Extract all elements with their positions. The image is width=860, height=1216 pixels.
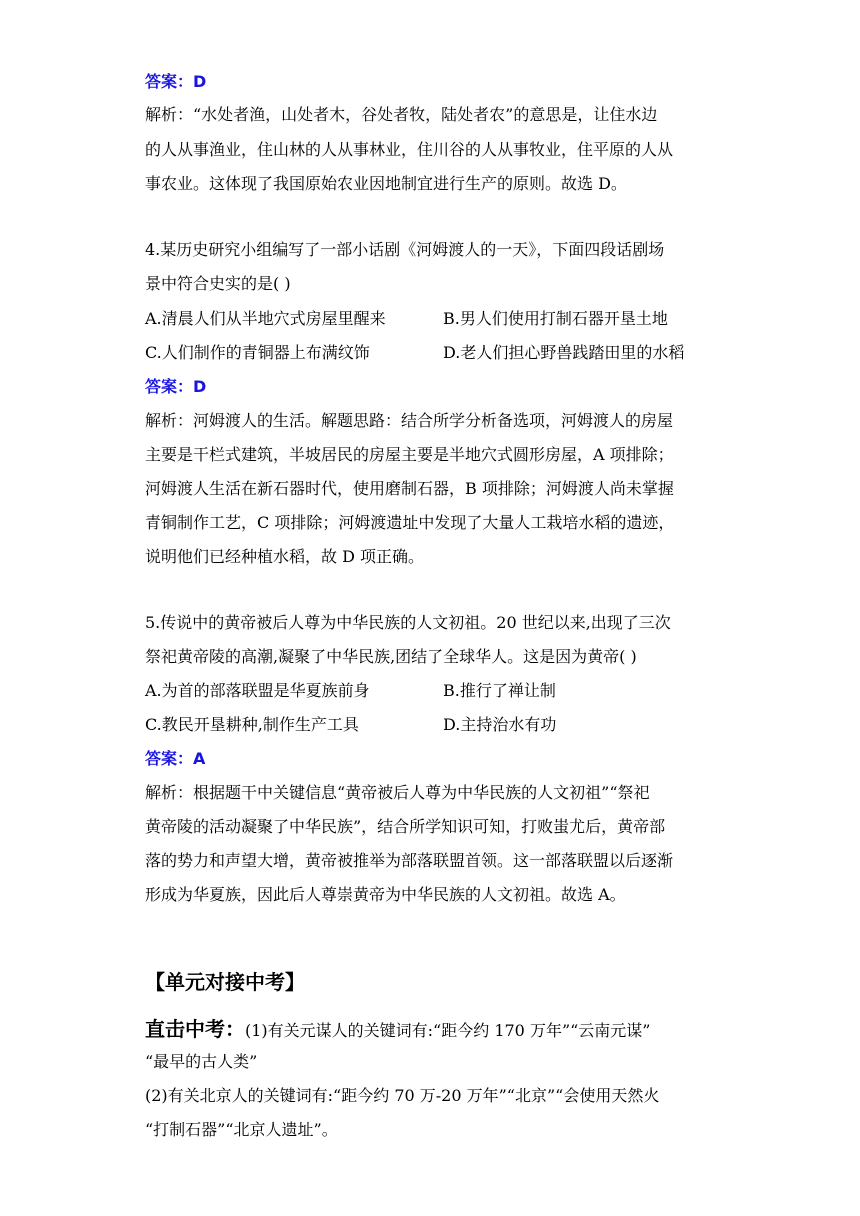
- q4-analysis-line: 青铜制作工艺，C 项排除；河姆渡遗址中发现了大量人工栽培水稻的遗迹，: [145, 513, 675, 532]
- q5-analysis-line: 落的势力和声望大增，黄帝被推举为部落联盟首领。这一部落联盟以后逐渐: [145, 851, 674, 870]
- zk-label: 直击中考：: [145, 1017, 245, 1041]
- q5-option-d: D.主持治水有功: [443, 715, 557, 734]
- q5-option-c: C.教民开垦耕种,制作生产工具: [145, 715, 359, 734]
- q4-option-b: B.男人们使用打制石器开垦土地: [443, 309, 668, 328]
- q4-stem-line: 4.某历史研究小组编写了一部小话剧《河姆渡人的一天》，下面四段话剧场: [145, 240, 665, 259]
- zk-line: “最早的古人类”: [145, 1052, 258, 1071]
- q4-option-a: A.清晨人们从半地穴式房屋里醒来: [145, 309, 386, 328]
- q5-option-a: A.为首的部落联盟是华夏族前身: [145, 681, 370, 700]
- zk-line: (1)有关元谋人的关键词有:“距今约 170 万年”“云南元谋”: [245, 1021, 651, 1040]
- q5-analysis-line: 解析：根据题干中关键信息“黄帝被后人尊为中华民族的人文初祖”“祭祀: [145, 783, 650, 802]
- q4-analysis-line: 河姆渡人生活在新石器时代，使用磨制石器，B 项排除；河姆渡人尚未掌握: [145, 479, 674, 498]
- zk-line: “打制石器”“北京人遗址”。: [145, 1120, 338, 1139]
- zk-first-line: [145, 1016, 651, 1044]
- q3-analysis-line: 的人从事渔业，住山林的人从事林业，住川谷的人从事牧业，住平原的人从: [145, 140, 674, 159]
- q4-answer: 答案：D: [145, 377, 207, 396]
- q5-stem-line: 祭祀黄帝陵的高潮,凝聚了中华民族,团结了全球华人。这是因为黄帝( ): [145, 647, 637, 666]
- q4-analysis-line: 主要是干栏式建筑，半坡居民的房屋主要是半地穴式圆形房屋，A 项排除；: [145, 445, 674, 464]
- q4-option-c: C.人们制作的青铜器上布满纹饰: [145, 343, 370, 362]
- q4-stem-line: 景中符合史实的是( ): [145, 274, 291, 293]
- q4-analysis-line: 说明他们已经种植水稻，故 D 项正确。: [145, 547, 425, 566]
- q4-analysis-line: 解析：河姆渡人的生活。解题思路：结合所学分析备选项，河姆渡人的房屋: [145, 411, 674, 430]
- q3-analysis-line: 事农业。这体现了我国原始农业因地制宜进行生产的原则。故选 D。: [145, 174, 627, 193]
- q4-option-d: D.老人们担心野兽践踏田里的水稻: [443, 343, 685, 362]
- q3-analysis-line: 解析：“水处者渔，山处者木，谷处者牧，陆处者农”的意思是，让住水边: [145, 105, 658, 124]
- zk-line: (2)有关北京人的关键词有:“距今约 70 万-20 万年”“北京”“会使用天然火: [145, 1086, 660, 1105]
- q5-analysis-line: 黄帝陵的活动凝聚了中华民族”，结合所学知识可知，打败蚩尤后，黄帝部: [145, 817, 666, 836]
- q5-answer: 答案：A: [145, 749, 206, 768]
- q5-stem-line: 5.传说中的黄帝被后人尊为中华民族的人文初祖。20 世纪以来,出现了三次: [145, 613, 671, 632]
- q3-answer: 答案：D: [145, 72, 207, 91]
- q5-option-b: B.推行了禅让制: [443, 681, 556, 700]
- section-title: 【单元对接中考】: [145, 970, 305, 994]
- q5-analysis-line: 形成为华夏族，因此后人尊崇黄帝为中华民族的人文初祖。故选 A。: [145, 885, 626, 904]
